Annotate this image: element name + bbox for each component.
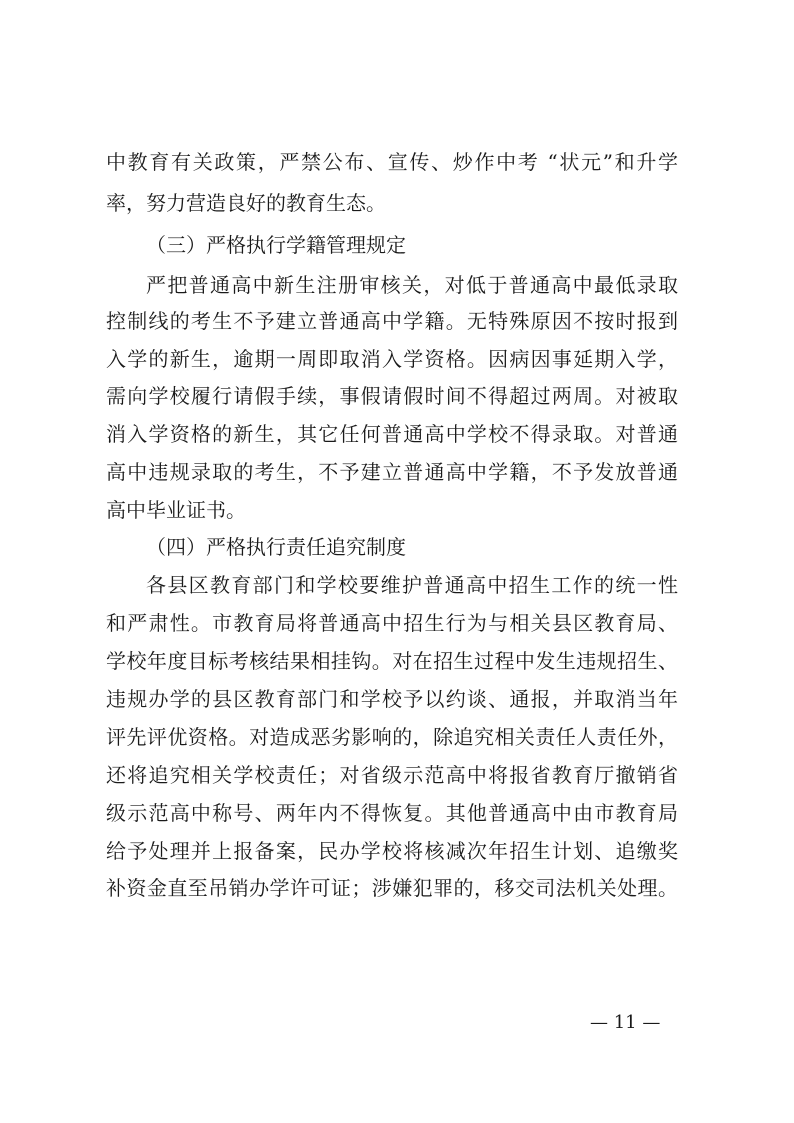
body-text-line: 严把普通高中新生注册审核关，对低于普通高中最低录取 [146,273,678,297]
body-text-line: 给予处理并上报备案，民办学校将核减次年招生计划、追缴奖 [106,839,678,863]
body-text-line: 各县区教育部门和学校要维护普通高中招生工作的统一性 [146,573,678,597]
body-text-line: 级示范高中称号、两年内不得恢复。其他普通高中由市教育局 [106,801,678,825]
body-text-line: 入学的新生，逾期一周即取消入学资格。因病因事延期入学， [106,347,678,371]
body-text-line: 中教育有关政策，严禁公布、宣传、炒作中考 “状元”和升学 [106,150,678,174]
body-text-line: 评先评优资格。对造成恶劣影响的，除追究相关责任人责任外， [106,725,678,749]
body-text-line: 违规办学的县区教育部门和学校予以约谈、通报，并取消当年 [106,687,678,711]
body-text-line: 和严肃性。市教育局将普通高中招生行为与相关县区教育局、 [106,611,678,635]
body-text-line: 控制线的考生不予建立普通高中学籍。无特殊原因不按时报到 [106,309,678,333]
page-number: — 11 — [590,1012,661,1033]
section-heading: （四）严格执行责任追究制度 [146,535,406,559]
body-text-line: 率，努力营造良好的教育生态。 [106,191,386,215]
body-text-line: 补资金直至吊销办学许可证；涉嫌犯罪的，移交司法机关处理。 [106,876,678,900]
body-text-line: 高中毕业证书。 [106,498,246,522]
section-heading: （三）严格执行学籍管理规定 [146,233,406,257]
body-text-line: 高中违规录取的考生，不予建立普通高中学籍，不予发放普通 [106,460,678,484]
body-text-line: 消入学资格的新生，其它任何普通高中学校不得录取。对普通 [106,422,678,446]
body-text-line: 需向学校履行请假手续，事假请假时间不得超过两周。对被取 [106,384,678,408]
body-text-line: 还将追究相关学校责任；对省级示范高中将报省教育厅撤销省 [106,763,678,787]
body-text-line: 学校年度目标考核结果相挂钩。对在招生过程中发生违规招生、 [106,649,678,673]
